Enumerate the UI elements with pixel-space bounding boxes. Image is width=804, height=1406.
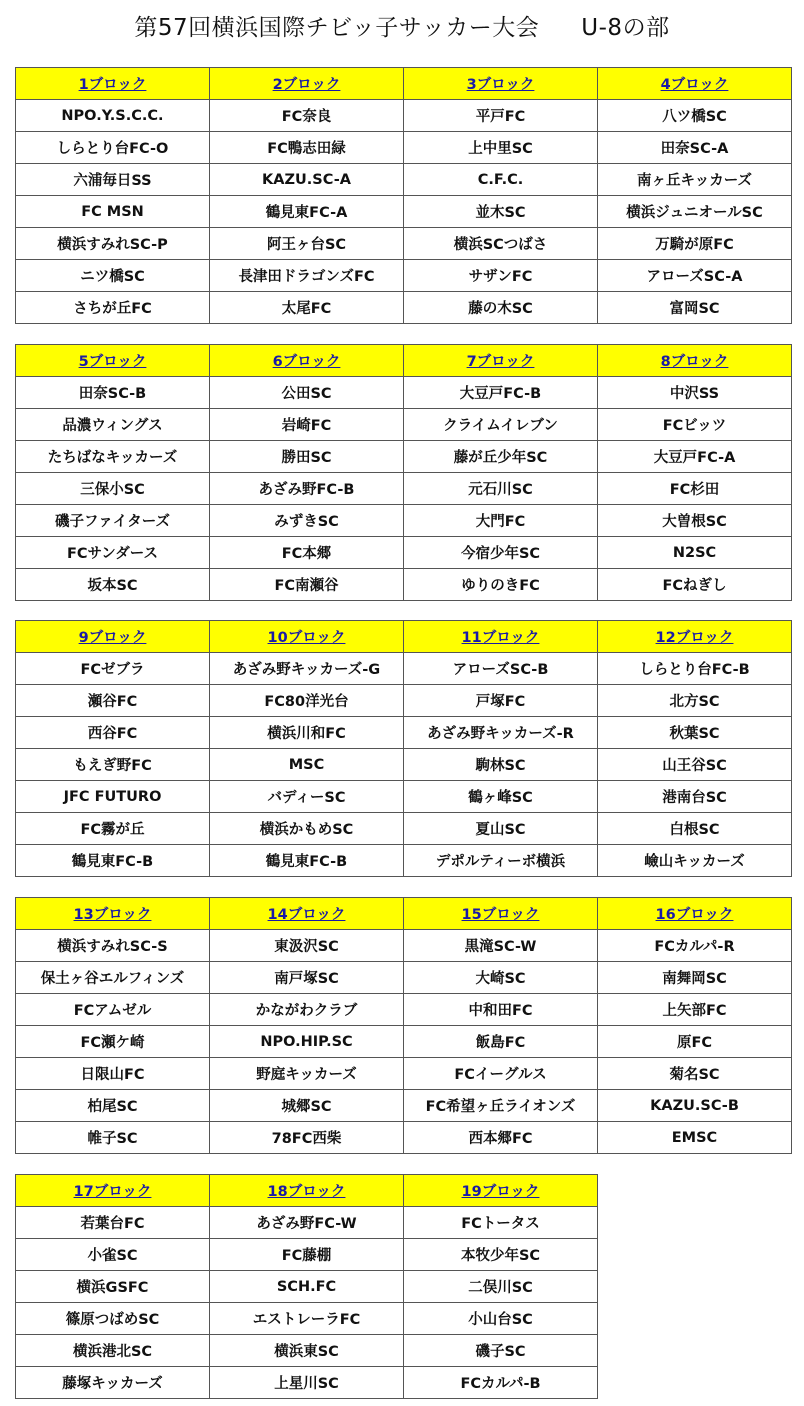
team-cell: 横浜すみれSC-P	[16, 228, 210, 260]
team-cell: 阿王ヶ台SC	[210, 228, 404, 260]
team-cell: 八ツ橋SC	[598, 100, 792, 132]
team-cell: 柏尾SC	[16, 1090, 210, 1122]
table-row	[16, 100, 792, 132]
block-link[interactable]: 12ブロック	[655, 630, 734, 646]
team-cell: 山王谷SC	[598, 749, 792, 781]
table-row	[16, 685, 792, 717]
block-header-cell	[404, 345, 598, 377]
team-cell: サザンFC	[404, 260, 598, 292]
team-cell: 六浦毎日SS	[16, 164, 210, 196]
table-row	[16, 1367, 598, 1399]
team-cell: FCゼブラ	[16, 653, 210, 685]
team-cell: FC瀬ケ崎	[16, 1026, 210, 1058]
team-cell: 藤塚キッカーズ	[16, 1367, 210, 1399]
block-table	[15, 897, 792, 1154]
team-cell: 南戸塚SC	[210, 962, 404, 994]
block-table	[15, 620, 792, 877]
team-cell: ニツ橋SC	[16, 260, 210, 292]
team-cell: 磯子ファイターズ	[16, 505, 210, 537]
block-link[interactable]: 7ブロック	[466, 354, 535, 370]
table-row	[16, 994, 792, 1026]
team-cell: 上中里SC	[404, 132, 598, 164]
block-header-cell	[16, 68, 210, 100]
block-link[interactable]: 11ブロック	[461, 630, 540, 646]
table-row	[16, 409, 792, 441]
team-cell: 横浜SCつばさ	[404, 228, 598, 260]
team-cell: 嶮山キッカーズ	[598, 845, 792, 877]
table-row	[16, 260, 792, 292]
block-link[interactable]: 9ブロック	[78, 630, 147, 646]
block-link[interactable]: 1ブロック	[78, 77, 147, 93]
team-cell: アローズSC-B	[404, 653, 598, 685]
table-row	[16, 781, 792, 813]
team-cell: FCイーグルス	[404, 1058, 598, 1090]
table-row	[16, 441, 792, 473]
team-cell: 富岡SC	[598, 292, 792, 324]
team-cell: 大豆戸FC-B	[404, 377, 598, 409]
team-cell: 鶴見東FC-B	[16, 845, 210, 877]
team-cell: 戸塚FC	[404, 685, 598, 717]
table-row	[16, 377, 792, 409]
team-cell: しらとり台FC-B	[598, 653, 792, 685]
team-cell: EMSC	[598, 1122, 792, 1154]
block-link[interactable]: 16ブロック	[655, 907, 734, 923]
team-cell: FC杉田	[598, 473, 792, 505]
table-row	[16, 1026, 792, 1058]
team-cell: デポルティーボ横浜	[404, 845, 598, 877]
team-cell: あざみ野キッカーズ-R	[404, 717, 598, 749]
table-row	[16, 1239, 598, 1271]
division-title: U-8の部	[581, 15, 670, 41]
block-table	[15, 1174, 598, 1399]
team-cell: 田奈SC-A	[598, 132, 792, 164]
team-cell: 鶴見東FC-A	[210, 196, 404, 228]
team-cell: 磯子SC	[404, 1335, 598, 1367]
table-row	[16, 1303, 598, 1335]
team-cell: 黒滝SC-W	[404, 930, 598, 962]
team-cell: NPO.Y.S.C.C.	[16, 100, 210, 132]
team-cell: 鶴ヶ峰SC	[404, 781, 598, 813]
team-cell: 駒林SC	[404, 749, 598, 781]
table-row	[16, 132, 792, 164]
block-header-row	[16, 1175, 598, 1207]
table-row	[16, 569, 792, 601]
team-cell: あざみ野FC-W	[210, 1207, 404, 1239]
team-cell: SCH.FC	[210, 1271, 404, 1303]
team-cell: 南ヶ丘キッカーズ	[598, 164, 792, 196]
team-cell: NPO.HIP.SC	[210, 1026, 404, 1058]
team-cell: FC奈良	[210, 100, 404, 132]
table-row	[16, 930, 792, 962]
team-cell: 大崎SC	[404, 962, 598, 994]
team-cell: 上星川SC	[210, 1367, 404, 1399]
block-header-cell	[598, 68, 792, 100]
team-cell: みずきSC	[210, 505, 404, 537]
team-cell: 太尾FC	[210, 292, 404, 324]
block-header-cell	[210, 68, 404, 100]
block-header-cell	[210, 1175, 404, 1207]
team-cell: あざみ野キッカーズ-G	[210, 653, 404, 685]
team-cell: 三保小SC	[16, 473, 210, 505]
team-cell: 万騎が原FC	[598, 228, 792, 260]
team-cell: 若葉台FC	[16, 1207, 210, 1239]
team-cell: FC霧が丘	[16, 813, 210, 845]
block-link[interactable]: 14ブロック	[267, 907, 346, 923]
team-cell: 小雀SC	[16, 1239, 210, 1271]
table-row	[16, 164, 792, 196]
team-cell: エストレーラFC	[210, 1303, 404, 1335]
team-cell: 横浜すみれSC-S	[16, 930, 210, 962]
block-link[interactable]: 13ブロック	[73, 907, 152, 923]
team-cell: FCカルパ-R	[598, 930, 792, 962]
team-cell: FC鴨志田緑	[210, 132, 404, 164]
block-link[interactable]: 8ブロック	[660, 354, 729, 370]
team-cell: 瀬谷FC	[16, 685, 210, 717]
block-header-cell	[404, 68, 598, 100]
block-link[interactable]: 15ブロック	[461, 907, 540, 923]
team-cell: 大豆戸FC-A	[598, 441, 792, 473]
tournament-title: 第57回横浜国際チビッ子サッカー大会	[134, 15, 540, 41]
team-cell: 南舞岡SC	[598, 962, 792, 994]
team-cell: アローズSC-A	[598, 260, 792, 292]
team-cell: FC藤棚	[210, 1239, 404, 1271]
team-cell: 中沢SS	[598, 377, 792, 409]
team-cell: 田奈SC-B	[16, 377, 210, 409]
team-cell: JFC FUTURO	[16, 781, 210, 813]
team-cell: クライムイレブン	[404, 409, 598, 441]
block-header-row	[16, 898, 792, 930]
block-header-row	[16, 621, 792, 653]
block-link[interactable]: 18ブロック	[267, 1184, 346, 1200]
team-cell: 上矢部FC	[598, 994, 792, 1026]
team-cell: 大門FC	[404, 505, 598, 537]
team-cell: 横浜港北SC	[16, 1335, 210, 1367]
block-table	[15, 67, 792, 324]
block-link[interactable]: 6ブロック	[272, 354, 341, 370]
team-cell: FC希望ヶ丘ライオンズ	[404, 1090, 598, 1122]
team-cell: 菊名SC	[598, 1058, 792, 1090]
table-row	[16, 1271, 598, 1303]
team-cell: 並木SC	[404, 196, 598, 228]
team-cell: 港南台SC	[598, 781, 792, 813]
team-cell: 岩崎FC	[210, 409, 404, 441]
team-cell: さちが丘FC	[16, 292, 210, 324]
team-cell: 北方SC	[598, 685, 792, 717]
block-link[interactable]: 17ブロック	[73, 1184, 152, 1200]
team-cell: 飯島FC	[404, 1026, 598, 1058]
team-cell: 坂本SC	[16, 569, 210, 601]
team-cell: FC MSN	[16, 196, 210, 228]
team-cell: 夏山SC	[404, 813, 598, 845]
table-row	[16, 845, 792, 877]
team-cell: 本牧少年SC	[404, 1239, 598, 1271]
team-cell: 白根SC	[598, 813, 792, 845]
team-cell: 品濃ウィングス	[16, 409, 210, 441]
table-row	[16, 473, 792, 505]
team-cell: MSC	[210, 749, 404, 781]
table-row	[16, 228, 792, 260]
team-cell: 二俣川SC	[404, 1271, 598, 1303]
team-cell: 篠原つばめSC	[16, 1303, 210, 1335]
team-cell: かながわクラブ	[210, 994, 404, 1026]
team-cell: 横浜かもめSC	[210, 813, 404, 845]
team-cell: N2SC	[598, 537, 792, 569]
block-header-cell	[598, 345, 792, 377]
block-header-cell	[404, 898, 598, 930]
table-row	[16, 717, 792, 749]
block-header-cell	[16, 1175, 210, 1207]
table-row	[16, 292, 792, 324]
block-header-row	[16, 345, 792, 377]
block-link[interactable]: 2ブロック	[272, 77, 341, 93]
team-cell: 西本郷FC	[404, 1122, 598, 1154]
team-cell: 元石川SC	[404, 473, 598, 505]
team-cell: 保土ヶ谷エルフィンズ	[16, 962, 210, 994]
team-cell: C.F.C.	[404, 164, 598, 196]
block-link[interactable]: 10ブロック	[267, 630, 346, 646]
team-cell: 鶴見東FC-B	[210, 845, 404, 877]
team-cell: たちばなキッカーズ	[16, 441, 210, 473]
team-cell: FC本郷	[210, 537, 404, 569]
team-cell: KAZU.SC-A	[210, 164, 404, 196]
table-row	[16, 1122, 792, 1154]
team-cell: 東汲沢SC	[210, 930, 404, 962]
team-cell: 勝田SC	[210, 441, 404, 473]
table-row	[16, 505, 792, 537]
block-link[interactable]: 19ブロック	[461, 1184, 540, 1200]
team-cell: 横浜東SC	[210, 1335, 404, 1367]
block-header-cell	[210, 898, 404, 930]
table-row	[16, 653, 792, 685]
team-cell: 藤が丘少年SC	[404, 441, 598, 473]
block-header-cell	[210, 345, 404, 377]
block-link[interactable]: 3ブロック	[466, 77, 535, 93]
table-row	[16, 813, 792, 845]
team-cell: 78FC西柴	[210, 1122, 404, 1154]
team-cell: 横浜ジュニオールSC	[598, 196, 792, 228]
team-cell: 城郷SC	[210, 1090, 404, 1122]
block-table	[15, 344, 792, 601]
team-cell: 公田SC	[210, 377, 404, 409]
team-cell: 中和田FC	[404, 994, 598, 1026]
team-cell: FCビッツ	[598, 409, 792, 441]
team-cell: 横浜川和FC	[210, 717, 404, 749]
block-header-cell	[598, 898, 792, 930]
block-header-cell	[598, 621, 792, 653]
team-cell: 西谷FC	[16, 717, 210, 749]
team-cell: 帷子SC	[16, 1122, 210, 1154]
team-cell: FCサンダース	[16, 537, 210, 569]
team-cell: FCアムゼル	[16, 994, 210, 1026]
team-cell: FC南瀬谷	[210, 569, 404, 601]
block-header-cell	[16, 898, 210, 930]
table-row	[16, 1090, 792, 1122]
block-header-cell	[16, 345, 210, 377]
table-row	[16, 1058, 792, 1090]
team-cell: FCトータス	[404, 1207, 598, 1239]
team-cell: KAZU.SC-B	[598, 1090, 792, 1122]
block-header-cell	[404, 1175, 598, 1207]
block-link[interactable]: 5ブロック	[78, 354, 147, 370]
team-cell: 野庭キッカーズ	[210, 1058, 404, 1090]
team-cell: もえぎ野FC	[16, 749, 210, 781]
block-header-cell	[16, 621, 210, 653]
team-cell: 秋葉SC	[598, 717, 792, 749]
team-cell: 小山台SC	[404, 1303, 598, 1335]
team-cell: 長津田ドラゴンズFC	[210, 260, 404, 292]
page-title	[0, 8, 804, 48]
block-header-cell	[404, 621, 598, 653]
team-cell: 藤の木SC	[404, 292, 598, 324]
team-cell: FCカルパ-B	[404, 1367, 598, 1399]
table-row	[16, 196, 792, 228]
team-cell: あざみ野FC-B	[210, 473, 404, 505]
team-cell: 平戸FC	[404, 100, 598, 132]
table-row	[16, 1207, 598, 1239]
table-row	[16, 537, 792, 569]
team-cell: ゆりのきFC	[404, 569, 598, 601]
team-cell: 大曽根SC	[598, 505, 792, 537]
team-cell: バディーSC	[210, 781, 404, 813]
team-cell: FC80洋光台	[210, 685, 404, 717]
team-cell: FCねぎし	[598, 569, 792, 601]
block-header-row	[16, 68, 792, 100]
team-cell: しらとり台FC-O	[16, 132, 210, 164]
team-cell: 原FC	[598, 1026, 792, 1058]
table-row	[16, 1335, 598, 1367]
team-cell: 今宿少年SC	[404, 537, 598, 569]
table-row	[16, 749, 792, 781]
block-link[interactable]: 4ブロック	[660, 77, 729, 93]
team-cell: 日限山FC	[16, 1058, 210, 1090]
table-row	[16, 962, 792, 994]
block-header-cell	[210, 621, 404, 653]
team-cell: 横浜GSFC	[16, 1271, 210, 1303]
